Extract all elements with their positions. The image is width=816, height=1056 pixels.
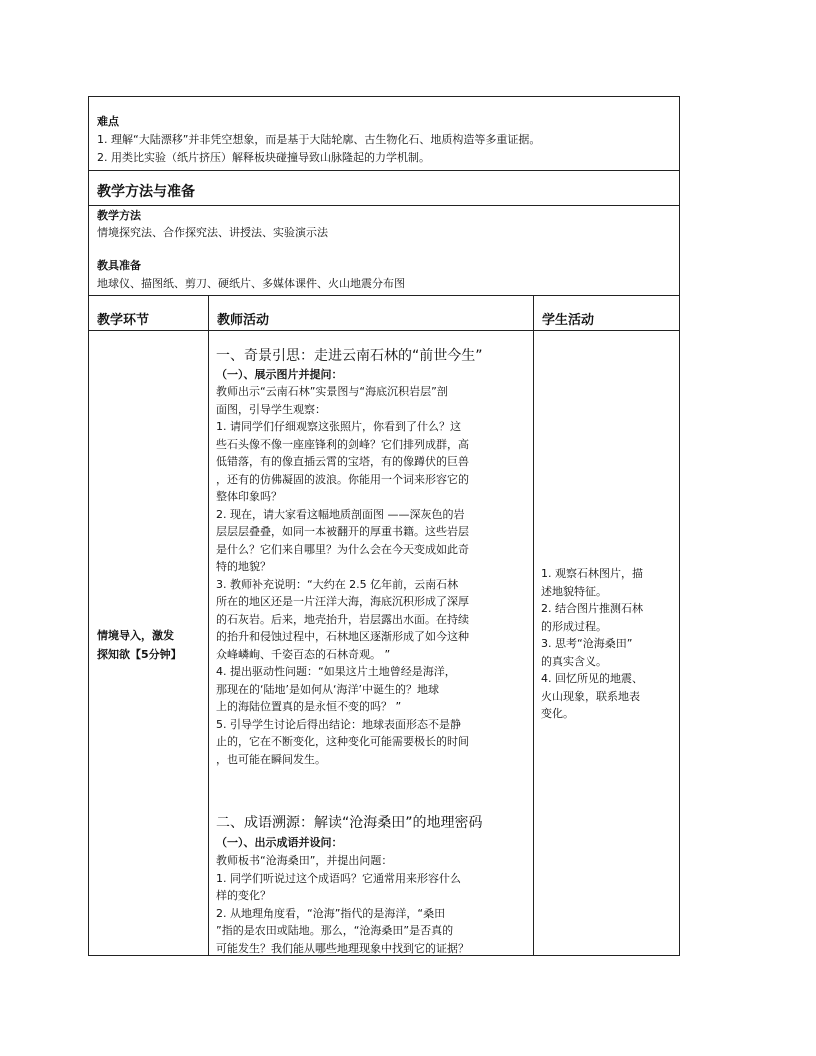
col-header-student: 学生活动: [542, 313, 595, 328]
divider: [89, 295, 679, 296]
methods-label: 教学方法: [97, 209, 141, 222]
text-line: 3. 思考“沧海桑田”: [541, 637, 633, 650]
text-line: 的真实含义。: [541, 654, 607, 668]
text-line: 5. 引导学生讨论后得出结论：地球表面形态不是静: [216, 717, 461, 731]
text-line: 的抬升和侵蚀过程中，石林地区逐渐形成了如今这种: [216, 630, 469, 643]
divider: [89, 170, 679, 171]
text-line: 整体印象吗？: [216, 490, 282, 503]
text-line: 4. 提出驱动性问题：“如果这片土地曾经是海洋，: [216, 665, 456, 678]
text-line: 的石灰岩。后来，地壳抬升，岩层露出水面。在持续: [216, 612, 469, 626]
text-line: 可能发生？我们能从哪些地理现象中找到它的证据？: [216, 941, 469, 955]
text-line: 层层层叠叠，如同一本被翻开的厚重书籍。这些岩层: [216, 525, 469, 538]
column-divider: [208, 295, 209, 955]
text-line: 面图，引导学生观察：: [216, 402, 326, 416]
text-line: 1. 同学们听说过这个成语吗？它通常用来形容什么: [216, 871, 461, 885]
text-line: 2. 从地理角度看，“沧海”指代的是海洋，“桑田: [216, 906, 446, 920]
text-line: 所在的地区还是一片汪洋大海，海底沉积形成了深厚: [216, 595, 469, 608]
difficulty-item-1: 1. 理解“大陆漂移”并非凭空想象，而是基于大陆轮廓、古生物化石、地质构造等多重证据。: [97, 133, 541, 146]
text-line: 低错落，有的像直插云霄的宝塔，有的像蹲伏的巨兽: [216, 455, 469, 468]
text-line: 的形成过程。: [541, 619, 607, 633]
text-line: 是什么？它们来自哪里？为什么会在今天变成如此奇: [216, 542, 469, 556]
text-line: 1. 观察石林图片，描: [541, 567, 643, 580]
divider: [89, 205, 679, 206]
text-line: 止的，它在不断变化，这种变化可能需要极长的时间: [216, 735, 469, 748]
text-line: 那现在的‘陆地’是如何从‘海洋’中诞生的？地球: [216, 682, 439, 696]
text-line: ，也可能在瞬间发生。: [216, 752, 326, 766]
difficulty-label: 难点: [97, 115, 119, 128]
lesson-plan-table: [88, 96, 680, 956]
text-line: 变化。: [541, 707, 574, 720]
text-line: 众峰嶙峋、千姿百态的石林奇观。 ”: [216, 647, 391, 661]
tools-label: 教具准备: [97, 259, 141, 272]
teacher-part1-subtitle: （一）、展示图片并提问：: [216, 368, 343, 381]
teacher-part1-title: 一、奇景引思：走进云南石林的“前世今生”: [216, 348, 483, 364]
teacher-part1-body: [216, 383, 528, 768]
teacher-part2-subtitle: （一）、出示成语并设问：: [216, 836, 343, 849]
text-line: 述地貌特征。: [541, 584, 607, 598]
text-line: ，还有的仿佛凝固的波浪。你能用一个词来形容它的: [216, 472, 469, 486]
text-line: 样的变化？: [216, 889, 271, 902]
difficulty-item-2: 2. 用类比实验（纸片挤压）解释板块碰撞导致山脉隆起的力学机制。: [97, 151, 430, 164]
text-line: 特的地貌？: [216, 560, 271, 573]
text-line: 4. 回忆所见的地震、: [541, 672, 643, 685]
stage-label-line-1: 情境导入，激发: [97, 629, 174, 642]
tools-text: 地球仪、描图纸、剪刀、硬纸片、多媒体课件、火山地震分布图: [97, 277, 405, 290]
text-line: 教师出示“云南石林”实景图与“海底沉积岩层”剖: [216, 385, 448, 398]
col-header-stage: 教学环节: [97, 313, 150, 328]
methods-text: 情境探究法、合作探究法、讲授法、实验演示法: [97, 226, 328, 239]
text-line: 3. 教师补充说明：“大约在 2.5 亿年前，云南石林: [216, 577, 459, 591]
student-activity-body: [541, 565, 677, 723]
text-line: 教师板书“沧海桑田”，并提出问题：: [216, 854, 393, 867]
col-header-teacher: 教师活动: [217, 313, 270, 328]
text-line: 上的海陆位置真的是永恒不变的吗？ ”: [216, 700, 402, 713]
text-line: ”指的是农田或陆地。那么，“沧海桑田”是否真的: [216, 924, 454, 937]
text-line: 2. 现在，请大家看这幅地质剖面图 ——深灰色的岩: [216, 507, 465, 521]
divider: [89, 330, 679, 331]
column-divider: [533, 295, 534, 955]
text-line: 1. 请同学们仔细观察这张照片，你看到了什么？这: [216, 420, 461, 433]
methods-section-title: 教学方法与准备: [97, 184, 195, 200]
text-line: 些石头像不像一座座锋利的剑峰？它们排列成群，高: [216, 437, 469, 451]
teacher-part2-title: 二、成语溯源：解读“沧海桑田”的地理密码: [216, 815, 483, 831]
teacher-part2-body: [216, 852, 528, 957]
stage-label-line-2: 探知欲【5分钟】: [97, 648, 182, 661]
text-line: 火山现象，联系地表: [541, 689, 640, 703]
text-line: 2. 结合图片推测石林: [541, 602, 643, 615]
